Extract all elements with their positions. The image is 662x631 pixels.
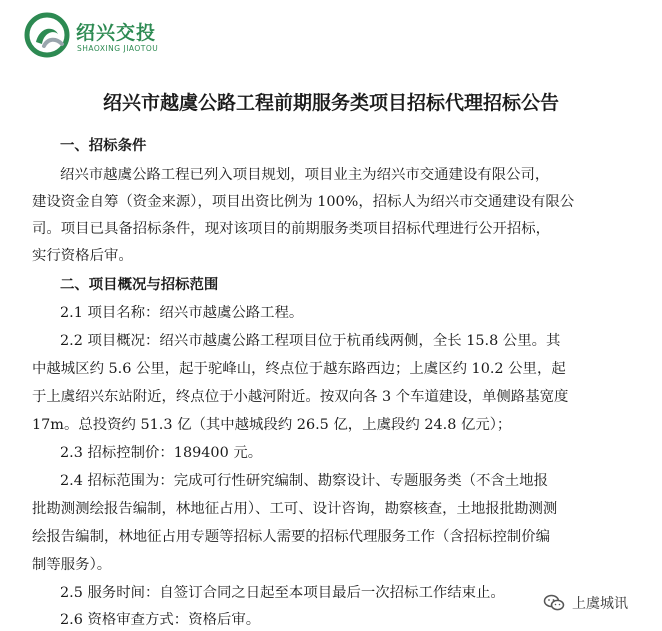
wechat-watermark [542,591,628,615]
wechat-icon [542,591,566,615]
paragraph-line: 2.5 服务时间：自签订合同之日起至本项目最后一次招标工作结束止。 [60,585,505,601]
document-title: 绍兴市越虞公路工程前期服务类项目招标代理招标公告 [102,92,559,114]
brand-logo [24,12,184,60]
paragraph-line: 建设资金自筹（资金来源），项目出资比例为 100%，招标人为绍兴市交通建设有限公 [32,194,575,210]
section-heading-1: 一、招标条件 [60,137,147,154]
paragraph-line: 2.4 招标范围为：完成可行性研究编制、勘察设计、专题服务类（不含土地报 [60,473,548,489]
paragraph-line: 17m。总投资约 51.3 亿（其中越城段约 26.5 亿，上虞段约 24.8 亿元）； [32,417,512,433]
paragraph-line: 司。项目已具备招标条件，现对该项目的前期服务类项目招标代理进行公开招标， [32,221,551,237]
paragraph-line: 实行资格后审。 [32,248,133,264]
brand-name-cn: 绍兴交投 [76,22,157,44]
paragraph-line: 于上虞绍兴东站附近，终点位于小越河附近。按双向各 3 个车道建设，单侧路基宽度 [32,389,569,405]
paragraph-line: 制等服务）。 [32,557,112,573]
paragraph-line: 2.3 招标控制价：189400 元。 [60,445,263,461]
brand-name-en: SHAOXING JIAOTOU [77,44,159,53]
paragraph-line: 2.2 项目概况：绍兴市越虞公路工程项目位于杭甬线两侧，全长 15.8 公里。其 [60,333,561,349]
paragraph-line: 绍兴市越虞公路工程已列入项目规划，项目业主为绍兴市交通建设有限公司， [60,167,550,183]
paragraph-line: 2.1 项目名称：绍兴市越虞公路工程。 [60,305,304,321]
section-heading-2: 二、项目概况与招标范围 [60,276,219,293]
paragraph-line: 绘报告编制，林地征占用专题等招标人需要的招标代理服务工作（含招标控制价编 [32,529,551,545]
jiaotou-logo-icon [24,12,70,58]
paragraph-line: 批勘测测绘报告编制，林地征占用）、工可、设计咨询，勘察核查，土地报批勘测测 [32,501,558,517]
watermark-text: 上虞城讯 [572,596,628,612]
paragraph-line: 2.6 资格审查方式：资格后审。 [60,612,261,628]
paragraph-line: 中越城区约 5.6 公里，起于驼峰山，终点位于越东路西边；上虞区约 10.2 公里，起 [32,361,566,377]
